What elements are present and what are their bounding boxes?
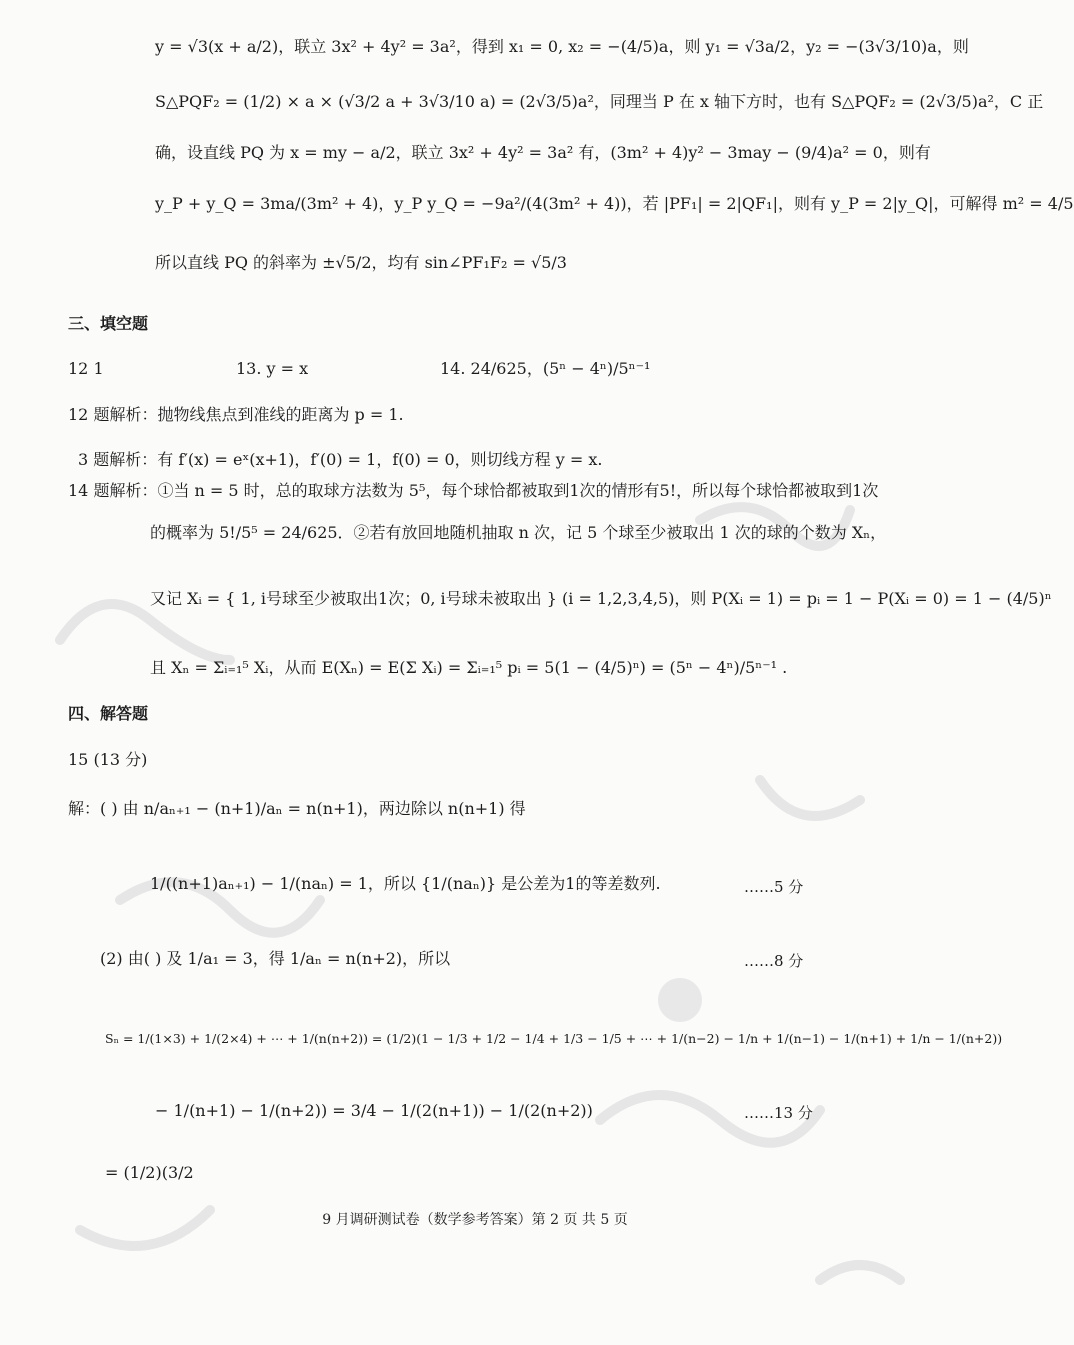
analysis-12: 12 题解析：抛物线焦点到准线的距离为 p = 1. [68, 405, 404, 424]
problem-15-sum-expansion: Sₙ = 1/(1×3) + 1/(2×4) + ⋯ + 1/(n(n+2)) = (1/2)(1 − 1/3 + 1/2 − 1/4 + 1/3 − 1/5 + ⋯ + 1/(n−2) − 1/n + 1/(n−1) − 1/(n+1) + 1/n − 1/(n+2)) [105, 1031, 1003, 1046]
answer-13: 13. y = x [236, 359, 309, 378]
score-8: ……8 分 [744, 952, 804, 970]
solution-line-4: y_P + y_Q = 3ma/(3m² + 4)，y_P y_Q = −9a²/(4(3m² + 4))，若 |PF₁| = 2|QF₁|，则有 y_P = 2|y_Q|，可解得 m² = 4/5 [155, 194, 1074, 213]
solution-line-1: y = √3(x + a/2)，联立 3x² + 4y² = 3a²，得到 x₁ = 0, x₂ = −(4/5)a，则 y₁ = √3a/2，y₂ = −(3√3/10)a，则 [155, 37, 969, 56]
section-fill-in-title: 三、填空题 [68, 314, 149, 333]
solution-line-2: S△PQF₂ = (1/2) × a × (√3/2 a + 3√3/10 a) = (2√3/5)a²，同理当 P 在 x 轴下方时，也有 S△PQF₂ = (2√3/5)a²，C 正 [155, 92, 1044, 111]
section-solve-title: 四、解答题 [68, 704, 149, 723]
problem-15-header: 15 (13 分) [68, 750, 148, 769]
answer-14: 14. 24/625，(5ⁿ − 4ⁿ)/5ⁿ⁻¹ [440, 359, 651, 378]
analysis-14-line-2: 的概率为 5!/5⁵ = 24/625．②若有放回地随机抽取 n 次，记 5 个球至少被取出 1 次的球的个数为 Xₙ， [150, 523, 887, 542]
analysis-14-line-3: 又记 Xᵢ = { 1, i号球至少被取出1次；0, i号球未被取出 } (i = 1,2,3,4,5)，则 P(Xᵢ = 1) = pᵢ = 1 − P(Xᵢ = 0) = 1 − (4/5)ⁿ [150, 589, 1052, 608]
problem-15-step-3: (2) 由( ) 及 1/a₁ = 3，得 1/aₙ = n(n+2)，所以 [100, 949, 451, 968]
problem-15-step-1: 解：( ) 由 n/aₙ₊₁ − (n+1)/aₙ = n(n+1)，两边除以 n(n+1) 得 [68, 799, 526, 818]
analysis-14-line-4: 且 Xₙ = Σᵢ₌₁⁵ Xᵢ，从而 E(Xₙ) = E(Σ Xᵢ) = Σᵢ₌₁⁵ pᵢ = 5(1 − (4/5)ⁿ) = (5ⁿ − 4ⁿ)/5ⁿ⁻¹ . [150, 658, 788, 677]
answer-12: 12 1 [68, 359, 104, 378]
score-13: ……13 分 [744, 1104, 813, 1122]
analysis-14-line-1: 14 题解析：①当 n = 5 时，总的取球方法数为 5⁵，每个球恰都被取到1次的情形有5!，所以每个球恰都被取到1次 [68, 481, 879, 500]
analysis-13: 3 题解析：有 f′(x) = eˣ(x+1)，f′(0) = 1，f(0) = 0，则切线方程 y = x. [78, 450, 603, 469]
solution-line-5: 所以直线 PQ 的斜率为 ±√5/2，均有 sin∠PF₁F₂ = √5/3 [155, 253, 567, 272]
problem-15-sum-final: = (1/2)(3/2 [105, 1163, 194, 1182]
score-5: ……5 分 [744, 878, 804, 896]
page-footer: 9 月调研测试卷（数学参考答案）第 2 页 共 5 页 [322, 1212, 628, 1228]
solution-line-3: 确，设直线 PQ 为 x = my − a/2，联立 3x² + 4y² = 3a² 有，(3m² + 4)y² − 3may − (9/4)a² = 0，则有 [155, 143, 931, 162]
problem-15-sum-result: − 1/(n+1) − 1/(n+2)) = 3/4 − 1/(2(n+1)) − 1/(2(n+2)) [155, 1101, 593, 1120]
problem-15-step-2: 1/((n+1)aₙ₊₁) − 1/(naₙ) = 1，所以 {1/(naₙ)} 是公差为1的等差数列. [150, 874, 661, 893]
